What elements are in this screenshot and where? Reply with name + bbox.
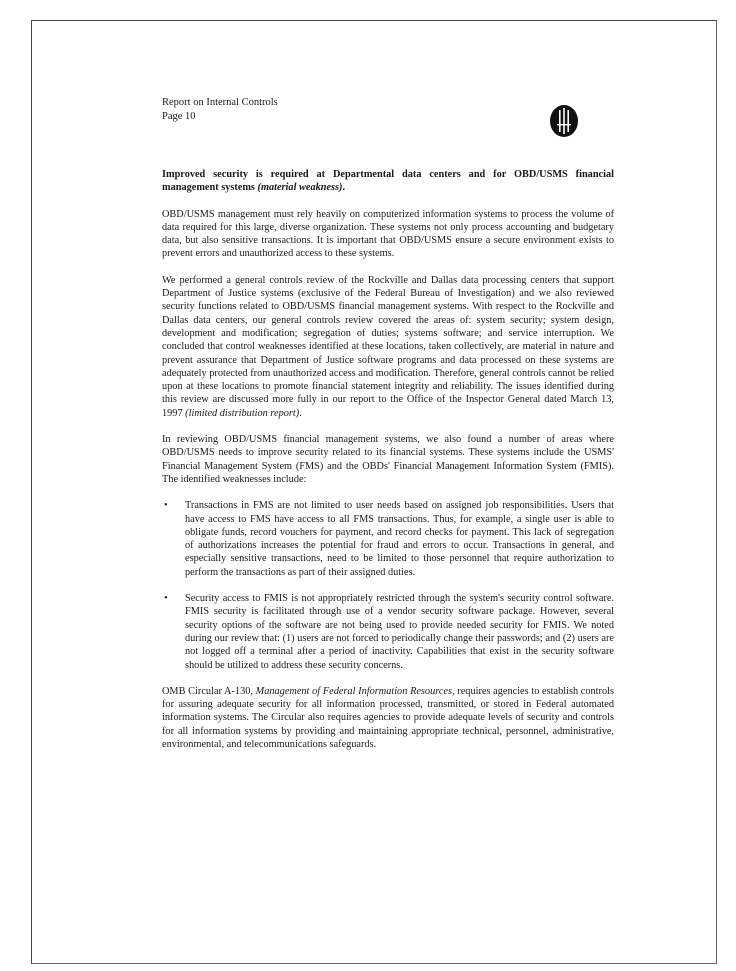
paragraph-general-controls: We performed a general controls review of the Rockville and Dallas data processing centers that support Department of Justice systems (exclusive of the Federal Bureau of Investigation) and we also reviewed security functions related to OBD/USMS financial management systems. With respect to the Rockville and Dallas data centers, our general controls review covered the areas of: system security; system design, development and modification; segregation of duties; systems software; and service interruption. We concluded that control weaknesses identified at these locations, taken collectively, are material in nature and prevent assurance that Department of Justice software programs and data processed on these systems are adequately protected from unauthorized access and modification. Therefore, general controls cannot be relied upon at these locations to promote financial statement integrity and reliability. The issues identified during this review are discussed more fully in our report to the Office of the Inspector General dated March 13, 1997 (limited distribution report). (162, 274, 614, 419)
page-header (162, 96, 278, 124)
section-heading: Improved security is required at Departmental data centers and for OBD/USMS financial management systems (material weakness). (162, 169, 614, 194)
bullet-icon: • (164, 593, 168, 605)
paragraph-financial-systems: In reviewing OBD/USMS financial management systems, we also found a number of areas where OBD/USMS needs to improve security related to its financial systems. These systems include the USMS' Financial Management System (FMS) and the OBDs' Financial Management Information System (FMIS). The identified weaknesses include: (162, 434, 614, 485)
list-item: • Security access to FMIS is not appropriately restricted through the system's security control software. FMIS security is facilitated through use of a vendor security software package. However, several security options of the software are not being used to provide needed security for FMIS. We noted during our review that: (1) users are not forced to periodically change their passwords; and (2) users are not logged off a terminal after a period of inactivity. Capabilities that exist in the security software should be utilized to address these security concerns. (164, 593, 614, 671)
report-title: Report on Internal Controls (162, 97, 278, 108)
page-number: Page 10 (162, 111, 196, 122)
paragraph-omb-circular: OMB Circular A-130, Management of Federal Information Resources, requires agencies to establish controls for assuring adequate security for all information processed, transmitted, or stored in Federal automated information systems. The Circular also requires agencies to provide adequate levels of security and controls for all information systems by providing and maintaining appropriate technical, personnel, administrative, environmental, and telecommunications safeguards. (162, 685, 614, 750)
seal-logo-icon (549, 104, 579, 138)
list-item: • Transactions in FMS are not limited to user needs based on assigned job responsibilities. Users that have access to FMS have access to all FMS transactions. Thus, for example, a single user is able to obligate funds, record vouchers for payment, and record checks for payment. This lack of segregation of authorizations increases the potential for fraud and errors to occur. Transactions in general, and especially sensitive transactions, need to be limited to those personnel that require authorization to perform the transactions as part of their assigned duties. (164, 500, 614, 578)
paragraph-management: OBD/USMS management must rely heavily on computerized information systems to process the volume of data required for this large, diverse organization. These systems not only process accounting and budgetary data, but also sensitive transactions. It is important that OBD/USMS ensure a secure environment exists to prevent errors and unauthorized access to these systems. (162, 208, 614, 260)
weakness-list (162, 499, 614, 672)
bullet-icon: • (164, 500, 168, 512)
report-body (162, 168, 614, 764)
